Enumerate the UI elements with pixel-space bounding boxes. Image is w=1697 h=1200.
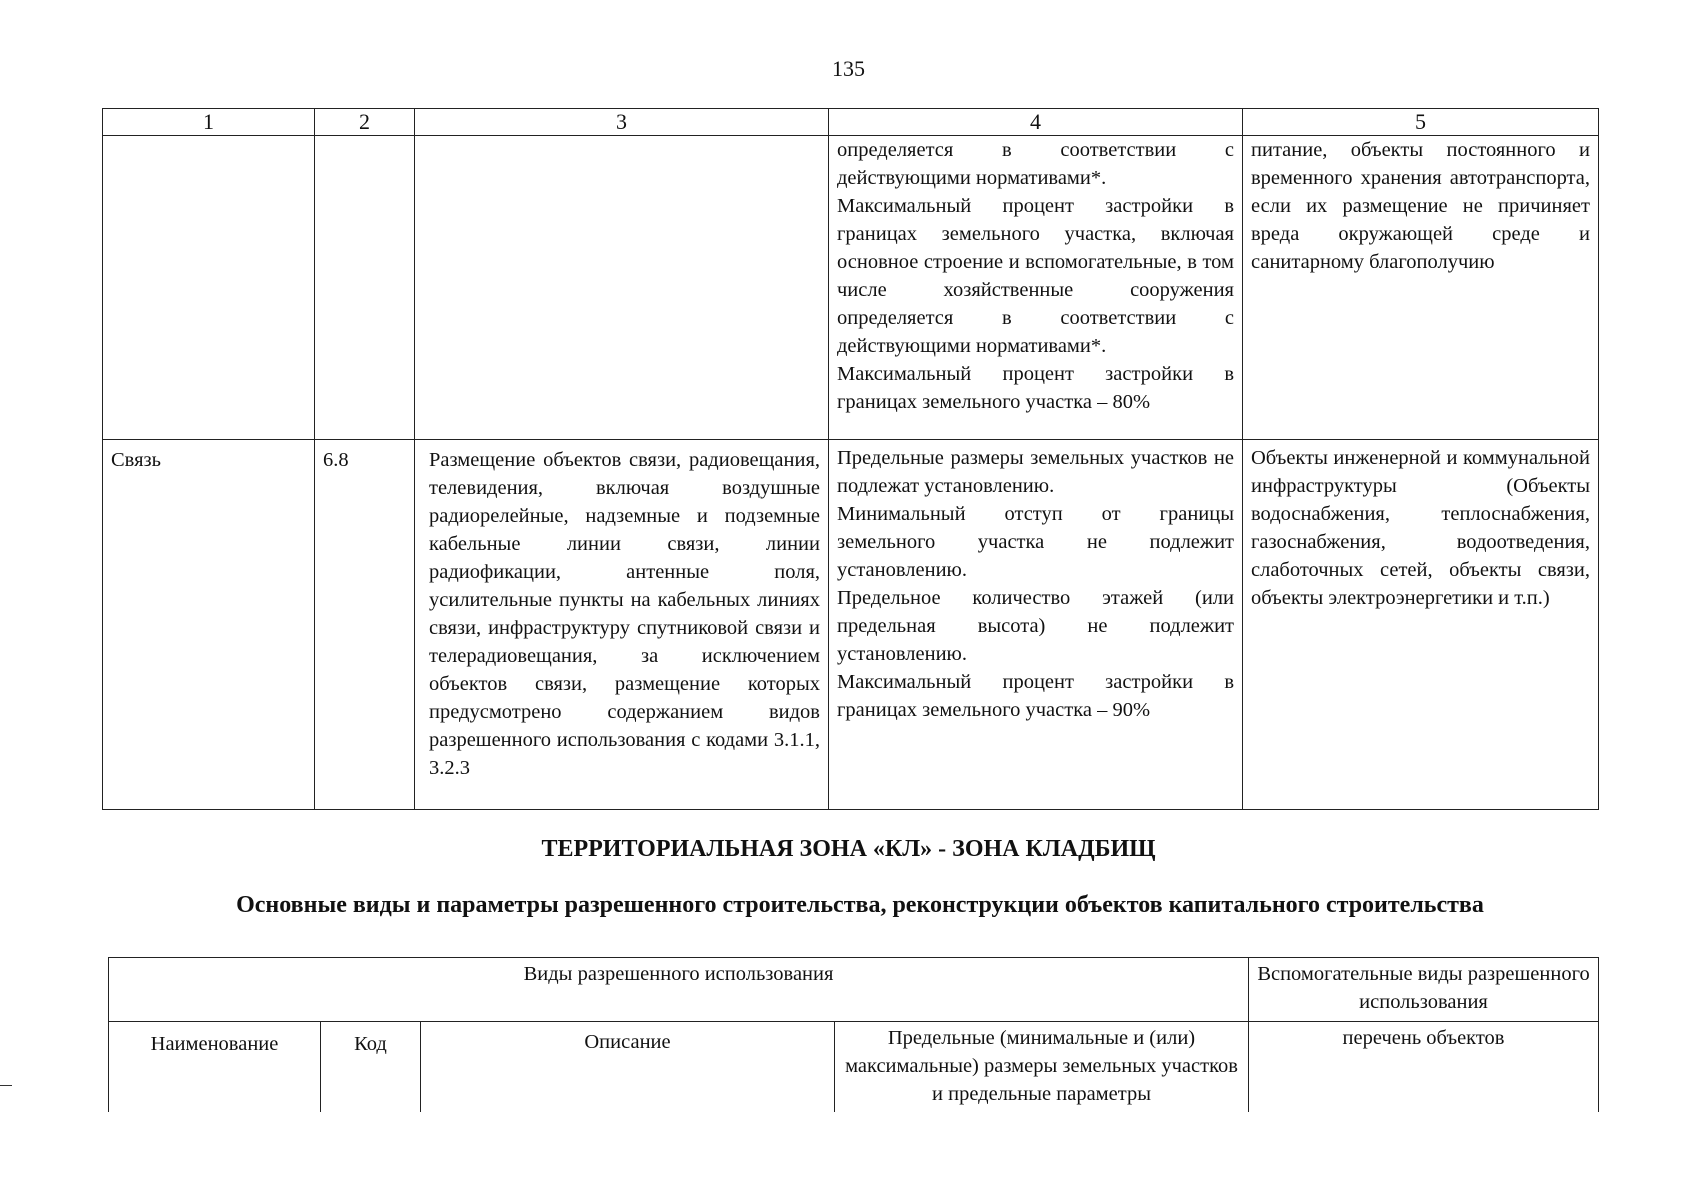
scan-edge-mark xyxy=(0,1085,12,1086)
row-code-cell xyxy=(315,136,415,440)
group-header-cell: Виды разрешенного использования xyxy=(109,958,1249,1022)
name-header-cell: Наименование xyxy=(109,1022,321,1113)
aux-header-cell: Вспомогательные виды разрешенного использования xyxy=(1249,958,1599,1022)
parameter-paragraph: определяется в соответствии с действующими нормативами*. xyxy=(837,139,1234,189)
column-header-row xyxy=(109,1022,1599,1113)
parameter-paragraph: Предельное количество этажей (или предельная высота) не подлежит установлению. xyxy=(837,587,1234,665)
row-name-cell: Связь xyxy=(103,440,315,810)
parameter-paragraph: Минимальный отступ от границы земельного участка не подлежит установлению. xyxy=(837,503,1234,581)
row-name-cell xyxy=(103,136,315,440)
parameter-paragraph: Максимальный процент застройки в границах земельного участка – 80% xyxy=(837,363,1234,413)
permitted-use-table-continued xyxy=(102,108,1599,810)
cemetery-zone-table-header xyxy=(108,957,1599,1112)
parameter-paragraph: Максимальный процент застройки в границах земельного участка, включая основное строение и вспомогательные, в том числе хозяйственные сооружения определяется в соответствии с действующими нормативами*. xyxy=(837,195,1234,357)
row-code-cell: 6.8 xyxy=(315,440,415,810)
row-auxiliary-cell: Объекты инженерной и коммунальной инфраструктуры (Объекты водоснабжения, теплоснабжения, газоснабжения, водоотведения, слаботочных сетей, объекты связи, объекты электроэнергетики и т.п.) xyxy=(1243,440,1599,810)
column-number: 4 xyxy=(829,109,1243,136)
row-parameters-cell xyxy=(829,440,1243,810)
aux-objects-header-cell: перечень объектов xyxy=(1249,1022,1599,1113)
column-number: 5 xyxy=(1243,109,1599,136)
row-description-cell xyxy=(415,136,829,440)
group-header-row xyxy=(109,958,1599,1022)
table-row xyxy=(103,136,1599,440)
column-number: 3 xyxy=(415,109,829,136)
section-title: Основные виды и параметры разрешенного строительства, реконструкции объектов капитального строительства xyxy=(236,892,1484,918)
column-number: 1 xyxy=(103,109,315,136)
row-description-cell: Размещение объектов связи, радиовещания, телевидения, включая воздушные радиорелейные, надземные и подземные кабельные линии связи, линии радиофикации, антенные поля, усилительные пункты на кабельных линиях связи, инфраструктуру спутниковой связи и телерадиовещания, за исключением объектов связи, размещение которых предусмотрено содержанием видов разрешенного использования с кодами 3.1.1, 3.2.3 xyxy=(415,440,829,810)
column-number-row xyxy=(103,109,1599,136)
description-header-cell: Описание xyxy=(421,1022,835,1113)
column-number: 2 xyxy=(315,109,415,136)
parameter-paragraph: Предельные размеры земельных участков не подлежат установлению. xyxy=(837,447,1234,497)
page-number: 135 xyxy=(832,56,865,81)
row-parameters-cell xyxy=(829,136,1243,440)
table-row xyxy=(103,440,1599,810)
code-header-cell: Код xyxy=(321,1022,421,1113)
parameters-header-cell: Предельные (минимальные и (или) максимальные) размеры земельных участков и предельные параметры xyxy=(835,1022,1249,1113)
parameter-paragraph: Максимальный процент застройки в границах земельного участка – 90% xyxy=(837,671,1234,721)
row-auxiliary-cell: питание, объекты постоянного и временного хранения автотранспорта, если их размещение не причиняет вреда окружающей среде и санитарному благополучию xyxy=(1243,136,1599,440)
zone-title: ТЕРРИТОРИАЛЬНАЯ ЗОНА «КЛ» - ЗОНА КЛАДБИЩ xyxy=(541,836,1156,862)
